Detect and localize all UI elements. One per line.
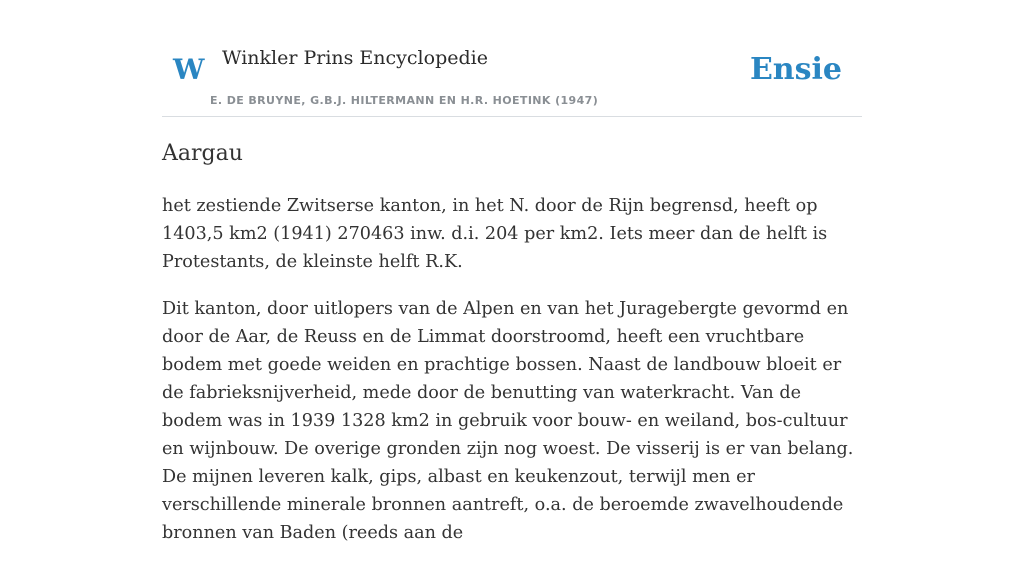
article-paragraph-1: het zestiende Zwitserse kanton, in het N. door de Rijn begrensd, heeft op 1403,5 km2 (1941) 270463 inw. d.i. 204 per km2. Iets meer dan de helft is Protestants, de kleinste helft R.K. — [162, 196, 828, 272]
winkler-prins-logo[interactable]: W — [173, 53, 205, 86]
ensie-logo-link[interactable]: Ensie — [749, 52, 842, 87]
article-body — [162, 192, 862, 566]
article-paragraph-2: Dit kanton, door uitlopers van de Alpen en van het Juragebergte gevormd en door de Aar, de Reuss en de Limmat doorstroomd, heeft een vruchtbare bodem met goede weiden en prachtige bossen. Naast de landbouw bloeit er de fabrieksnijverheid, mede door de benutting van waterkracht. Van de bodem was in 1939 1328 km2 in gebruik voor bouw- en weiland, bos-cultuur en wijnbouw. De overige gronden zijn nog woest. De visserij is er van belang. De mijnen leveren kalk, gips, albast en keukenzout, terwijl men er verschillende minerale bronnen aantreft, o.a. de beroemde zwavelhoudende bronnen van Baden (reeds aan de — [162, 299, 854, 543]
publication-title[interactable]: Winkler Prins Encyclopedie — [222, 47, 488, 69]
site-header — [162, 30, 862, 117]
publication-authors: E. DE BRUYNE, G.B.J. HILTERMANN EN H.R. HOETINK (1947) — [210, 94, 599, 107]
article-title: Aargau — [162, 141, 243, 166]
